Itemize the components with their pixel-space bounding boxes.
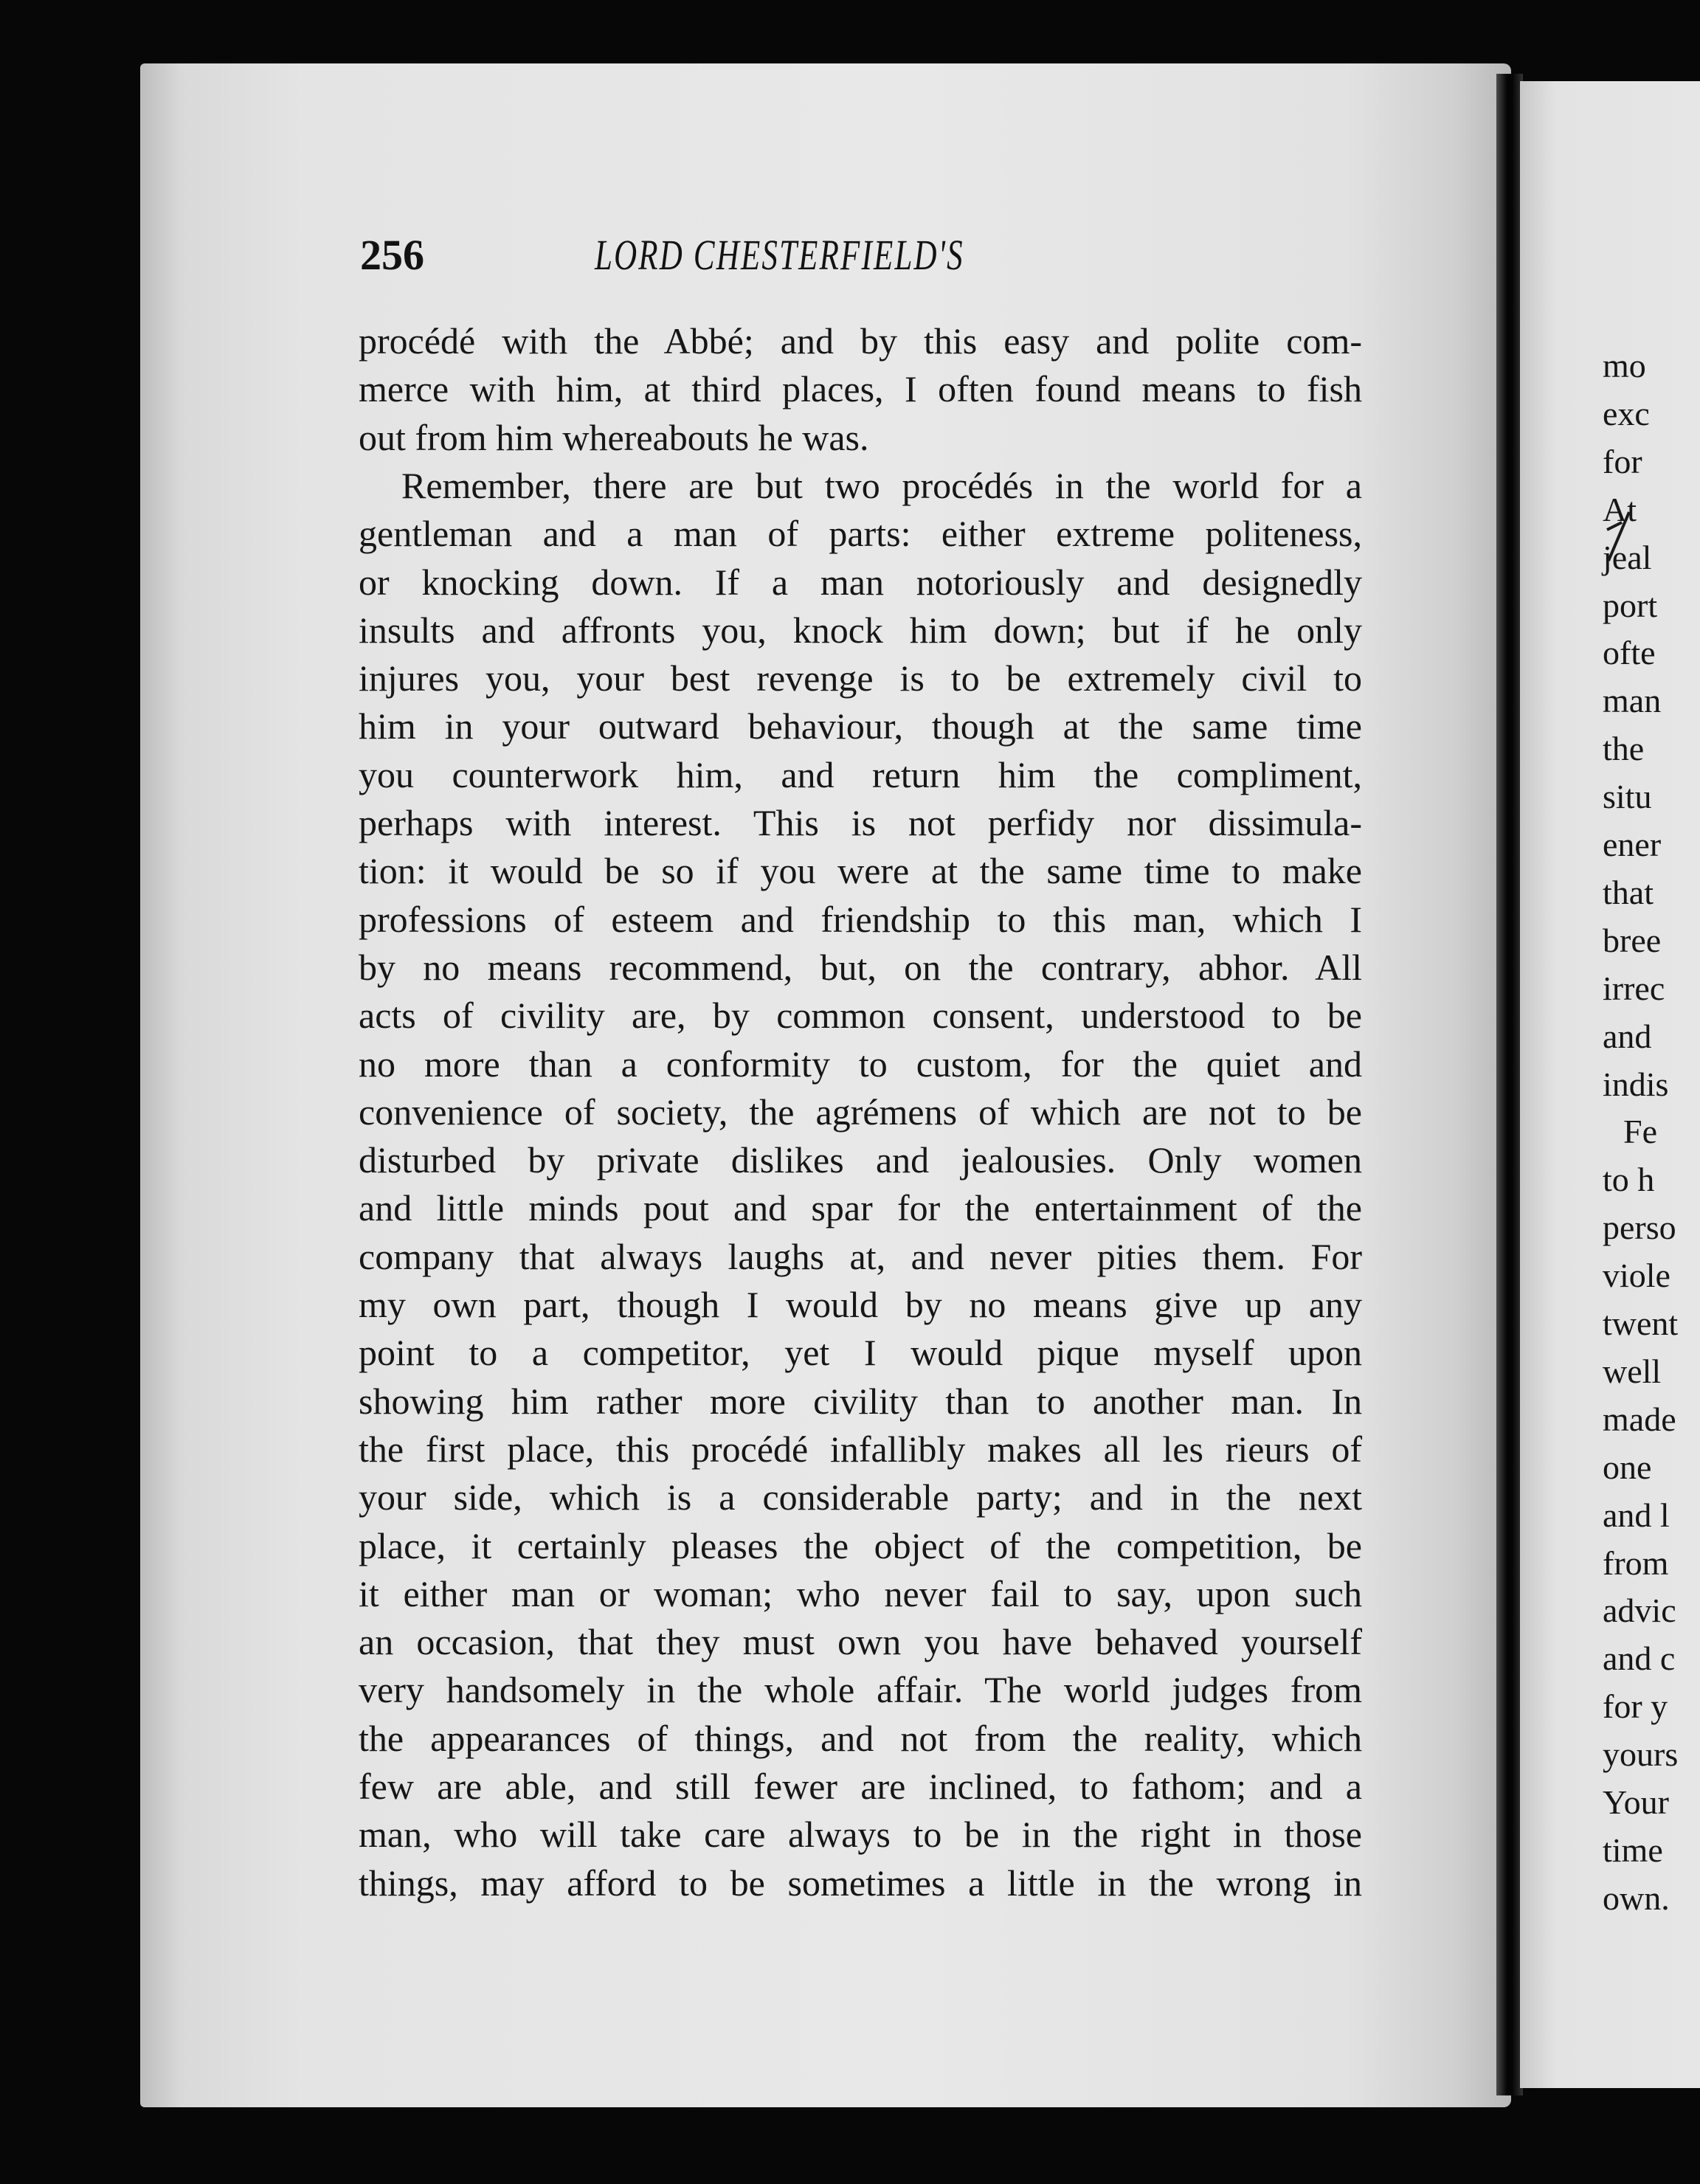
text-line: the appearances of things, and not from the reality, which xyxy=(359,1717,1362,1759)
text-fragment: situ xyxy=(1603,778,1652,816)
text-fragment: and c xyxy=(1603,1639,1676,1678)
text-fragment: for y xyxy=(1603,1687,1668,1726)
text-fragment: the xyxy=(1603,730,1645,768)
text-fragment: made xyxy=(1603,1400,1676,1438)
text-fragment: irrec xyxy=(1603,969,1665,1007)
text-line: no more than a conformity to custom, for the quiet and xyxy=(359,1043,1362,1085)
text-line: gentleman and a man of parts: either extreme politeness, xyxy=(359,513,1362,555)
text-fragment: perso xyxy=(1603,1209,1676,1247)
running-head xyxy=(360,230,1364,289)
text-line: and little minds pout and spar for the entertainment of the xyxy=(359,1187,1362,1229)
text-line: man, who will take care always to be in the right in those xyxy=(359,1814,1362,1856)
text-fragment: ener xyxy=(1603,826,1662,863)
text-line: point to a competitor, yet I would pique myself upon xyxy=(359,1332,1362,1374)
text-line: or knocking down. If a man notoriously and designedly xyxy=(359,561,1362,603)
text-line: Remember, there are but two procédés in the world for a xyxy=(401,464,1362,506)
text-fragment: from xyxy=(1603,1544,1669,1582)
text-line: your side, which is a considerable party; and in the next xyxy=(359,1476,1362,1518)
text-fragment: twent xyxy=(1603,1304,1679,1342)
text-line: merce with him, at third places, I often found means to fish xyxy=(359,368,1362,410)
text-fragment: and xyxy=(1603,1017,1652,1055)
text-fragment: and l xyxy=(1603,1496,1670,1534)
text-fragment: At xyxy=(1603,490,1637,528)
text-fragment: own. xyxy=(1603,1879,1670,1917)
text-line: professions of esteem and friendship to this man, which I xyxy=(359,898,1362,940)
text-fragment: port xyxy=(1603,586,1658,624)
text-fragment: to h xyxy=(1603,1161,1655,1199)
text-fragment: man xyxy=(1603,682,1662,720)
text-fragment: yours xyxy=(1603,1735,1679,1774)
text-line: the first place, this procédé infallibly makes all les rieurs of xyxy=(359,1428,1362,1470)
text-line: you counterwork him, and return him the compliment, xyxy=(359,753,1362,795)
text-line: an occasion, that they must own you have behaved yourself xyxy=(359,1621,1362,1663)
text-line: tion: it would be so if you were at the same time to make xyxy=(359,850,1362,892)
text-line: him in your outward behaviour, though at the same time xyxy=(359,705,1362,747)
text-line: by no means recommend, but, on the contrary, abhor. All xyxy=(359,946,1362,988)
text-line: things, may afford to be sometimes a little in the wrong in xyxy=(359,1862,1362,1904)
text-line: injures you, your best revenge is to be extremely civil to xyxy=(359,657,1362,699)
text-line: out from him whereabouts he was. xyxy=(359,416,869,458)
text-line: it either man or woman; who never fail to say, upon such xyxy=(359,1572,1362,1614)
text-fragment: that xyxy=(1603,873,1654,911)
text-fragment: jeal xyxy=(1603,538,1652,576)
text-fragment: time xyxy=(1603,1831,1663,1869)
book-gutter xyxy=(1496,74,1523,2095)
pen-mark-icon xyxy=(1604,509,1634,562)
text-line: convenience of society, the agrémens of which are not to be xyxy=(359,1091,1362,1133)
text-fragment: Fe xyxy=(1623,1113,1657,1151)
text-fragment: one xyxy=(1603,1448,1652,1486)
text-line: my own part, though I would by no means give up any xyxy=(359,1284,1362,1325)
text-line: insults and affronts you, knock him down; but if he only xyxy=(359,609,1362,651)
page-title: LORD CHESTERFIELD'S xyxy=(595,231,964,279)
text-line: place, it certainly pleases the object of the competition, be xyxy=(359,1524,1362,1566)
text-line: acts of civility are, by common consent, understood to be xyxy=(359,995,1362,1037)
page-number: 256 xyxy=(360,231,424,279)
text-fragment: well xyxy=(1603,1352,1662,1390)
text-fragment: for xyxy=(1603,442,1642,480)
text-fragment: bree xyxy=(1603,921,1662,959)
text-fragment: mo xyxy=(1603,347,1646,384)
text-fragment: exc xyxy=(1603,394,1650,432)
text-line: company that always laughs at, and never pities them. For xyxy=(359,1235,1362,1277)
text-line: very handsomely in the whole affair. The world judges from xyxy=(359,1669,1362,1711)
text-line: disturbed by private dislikes and jealousies. Only women xyxy=(359,1139,1362,1181)
text-line: showing him rather more civility than to another man. In xyxy=(359,1380,1362,1422)
text-line: perhaps with interest. This is not perfidy nor dissimula- xyxy=(359,802,1362,843)
text-line: few are able, and still fewer are inclined, to fathom; and a xyxy=(359,1766,1362,1807)
text-fragment: Your xyxy=(1603,1783,1669,1821)
text-fragment: advic xyxy=(1603,1592,1676,1630)
text-fragment: viole xyxy=(1603,1257,1670,1295)
text-fragment: ofte xyxy=(1603,634,1656,672)
text-fragment: indis xyxy=(1603,1065,1669,1103)
text-line: procédé with the Abbé; and by this easy and polite com- xyxy=(359,320,1362,362)
